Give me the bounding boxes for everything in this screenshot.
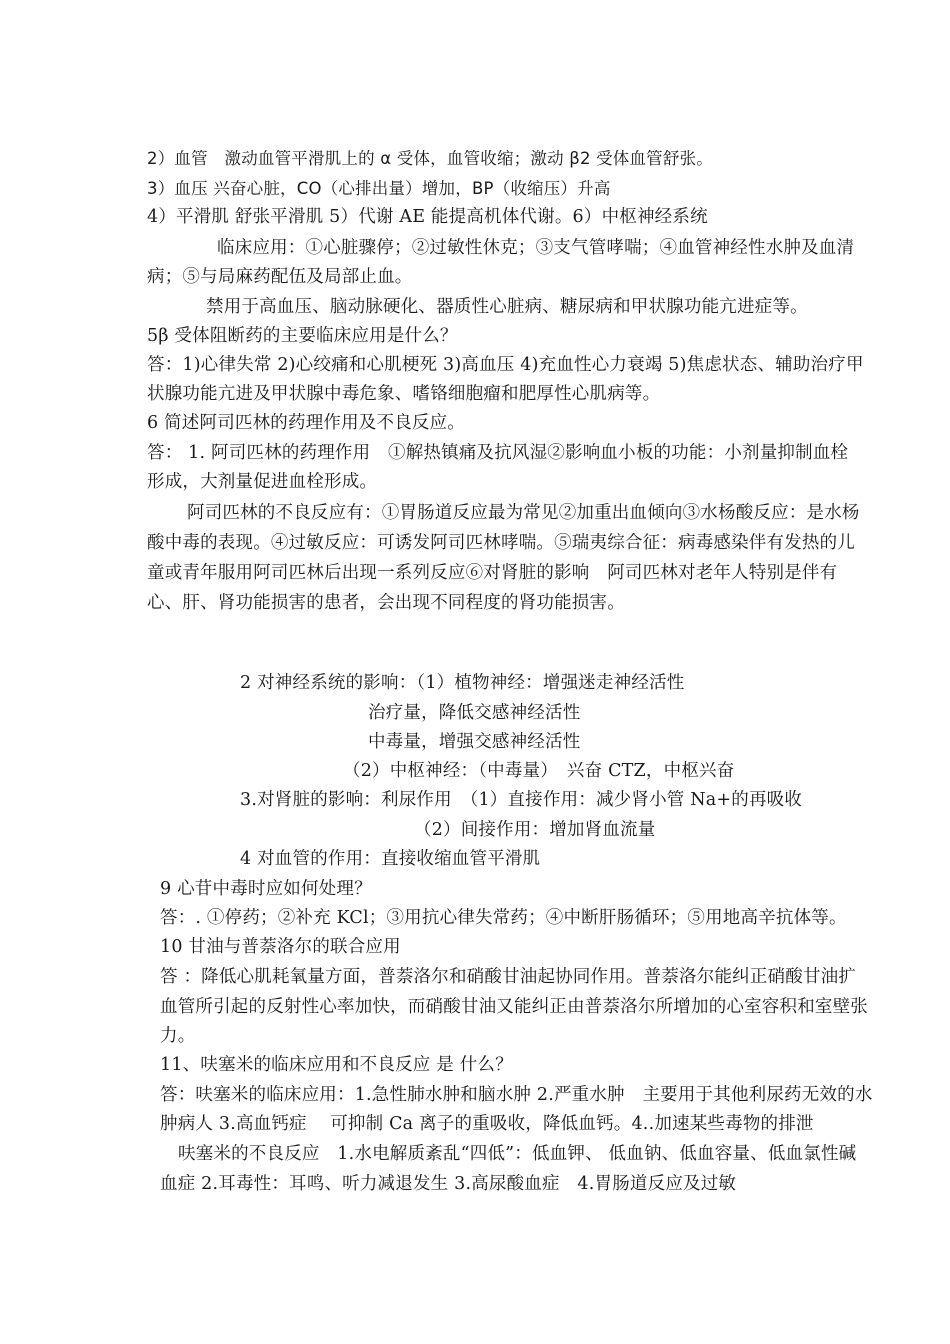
- answer-11-line-1: 答：呋塞米的临床应用：1.急性肺水肿和脑水肿 2.严重水肿 主要用于其他利尿药无效的水: [160, 1085, 873, 1105]
- question-10: 10 甘油与普萘洛尔的联合应用: [160, 937, 401, 957]
- clinical-use-line: 临床应用：①心脏骤停；②过敏性休克；③支气管哮喘；④血管神经性水肿及血清: [217, 238, 855, 258]
- indirect-effect-line: （2）间接作用：增加肾血流量: [414, 820, 656, 840]
- nervous-system-line: 2 对神经系统的影响：（1）植物神经：增强迷走神经活性: [240, 673, 685, 693]
- answer-11-line-3: 呋塞米的不良反应 1.水电解质紊乱“四低”：低血钾、 低血钠、低血容量、低血氯性碱: [178, 1144, 857, 1164]
- answer-6-line-6: 心、肝、肾功能损害的患者，会出现不同程度的肾功能损害。: [147, 593, 625, 613]
- central-nervous-line: （2）中枢神经：（中毒量） 兴奋 CTZ，中枢兴奋: [343, 761, 735, 781]
- answer-10-line-1: 答 ：降低心肌耗氧量方面，普萘洛尔和硝酸甘油起协同作用。普萘洛尔能纠正硝酸甘油扩: [160, 967, 857, 987]
- answer-6-line-4: 酸中毒的表现。④过敏反应：可诱发阿司匹林哮喘。⑤瑞夷综合征：病毒感染伴有发热的儿: [147, 533, 855, 553]
- answer-5-line-2: 状腺功能亢进及甲状腺中毒危象、嗜铬细胞瘤和肥厚性心肌病等。: [147, 384, 661, 404]
- smooth-muscle-line: 4）平滑肌 舒张平滑肌 5）代谢 AE 能提高机体代谢。6）中枢神经系统: [147, 207, 708, 227]
- vessel-effect-line: 2）血管 激动血管平滑肌上的 α 受体，血管收缩；激动 β2 受体血管舒张。: [147, 149, 713, 168]
- answer-6-line-5: 童或青年服用阿司匹林后出现一系列反应⑥对肾脏的影响 阿司匹林对老年人特别是伴有: [147, 563, 838, 583]
- question-9: 9 心苷中毒时应如何处理？: [160, 879, 372, 899]
- answer-6-line-3: 阿司匹林的不良反应有：①胃肠道反应最为常见②加重出血倾向③水杨酸反应：是水杨: [187, 503, 860, 523]
- answer-5-line-1: 答：1)心律失常 2)心绞痛和心肌梗死 3)高血压 4)充血性心力衰竭 5)焦虑状态、辅助治疗甲: [147, 355, 864, 375]
- toxic-dose-line: 中毒量，增强交感神经活性: [368, 732, 581, 752]
- question-6: 6 简述阿司匹林的药理作用及不良反应。: [147, 413, 465, 433]
- question-11: 11、呋塞米的临床应用和不良反应 是 什么？: [160, 1055, 513, 1075]
- answer-10-line-3: 力。: [160, 1026, 196, 1046]
- question-5: 5β 受体阻断药的主要临床应用是什么？: [147, 326, 458, 346]
- answer-11-line-2: 肿病人 3.高血钙症 可抑制 Ca 离子的重吸收，降低血钙。4..加速某些毒物的排泄: [160, 1114, 814, 1134]
- contraindication-line: 禁用于高血压、脑动脉硬化、器质性心脏病、糖尿病和甲状腺功能亢进症等。: [206, 297, 808, 317]
- answer-11-line-4: 血症 2.耳毒性：耳鸣、听力减退发生 3.高尿酸血症 4.胃肠道反应及过敏: [160, 1174, 737, 1194]
- answer-9-line-1: 答：. ①停药；②补充 KCl；③用抗心律失常药；④中断肝肠循环；⑤用地高辛抗体等。: [160, 908, 847, 928]
- therapeutic-dose-line: 治疗量，降低交感神经活性: [368, 703, 581, 723]
- vessel-action-line: 4 对血管的作用：直接收缩血管平滑肌: [240, 849, 541, 869]
- kidney-effect-line: 3.对肾脏的影响：利尿作用 （1）直接作用：减少肾小管 Na+的再吸收: [240, 790, 803, 810]
- answer-6-line-2: 形成，大剂量促进血栓形成。: [147, 472, 378, 492]
- blood-pressure-line: 3）血压 兴奋心脏，CO（心排出量）增加，BP（收缩压）升高: [147, 179, 611, 198]
- answer-10-line-2: 血管所引起的反射性心率加快，而硝酸甘油又能纠正由普萘洛尔所增加的心室容积和室壁张: [160, 997, 868, 1017]
- clinical-use-line-cont: 病；⑤与局麻药配伍及局部止血。: [147, 267, 413, 287]
- answer-6-line-1: 答： 1. 阿司匹林的药理作用 ①解热镇痛及抗风湿②影响血小板的功能：小剂量抑制血栓: [147, 443, 849, 463]
